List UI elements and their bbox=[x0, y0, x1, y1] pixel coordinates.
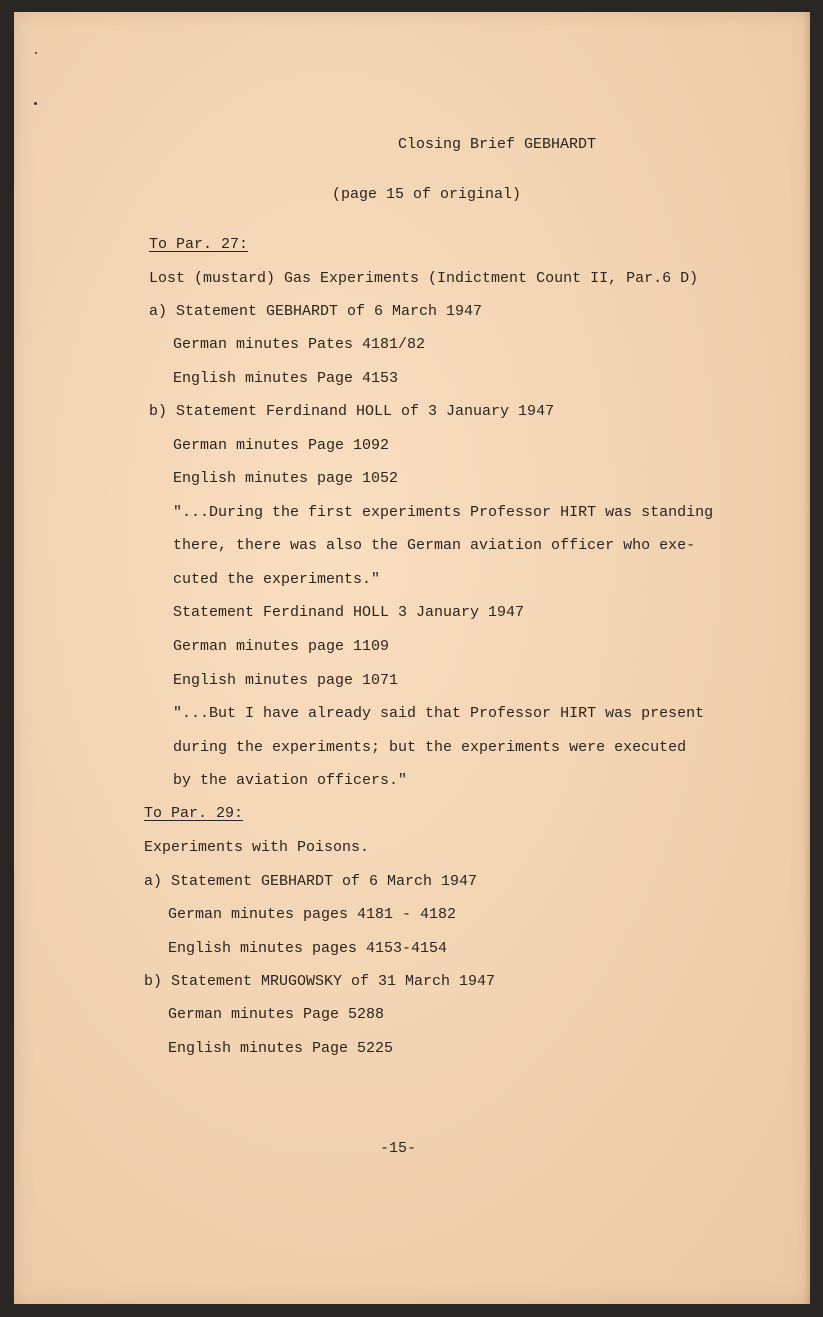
minutes-reference: English minutes Page 5225 bbox=[168, 1040, 394, 1057]
minutes-reference: English minutes Page 4153 bbox=[173, 370, 399, 387]
statement-line: a) Statement GEBHARDT of 6 March 1947 bbox=[144, 873, 478, 890]
page-number: -15- bbox=[380, 1140, 417, 1157]
paper-speck bbox=[35, 52, 37, 54]
statement-line: b) Statement Ferdinand HOLL of 3 January 1947 bbox=[149, 403, 555, 420]
quote-line: "...But I have already said that Professor HIRT was present bbox=[173, 705, 705, 722]
page-edge-shadow bbox=[804, 12, 810, 1304]
minutes-reference: English minutes pages 4153-4154 bbox=[168, 940, 448, 957]
paper-speck bbox=[34, 102, 37, 105]
minutes-reference: German minutes Page 1092 bbox=[173, 437, 390, 454]
section-subject: Lost (mustard) Gas Experiments (Indictment Count II, Par.6 D) bbox=[149, 270, 699, 287]
section-heading-par29: To Par. 29: bbox=[144, 805, 244, 822]
section-heading-par27: To Par. 27: bbox=[149, 236, 249, 253]
statement-line: b) Statement MRUGOWSKY of 31 March 1947 bbox=[144, 973, 496, 990]
quote-line: there, there was also the German aviation officer who exe- bbox=[173, 537, 696, 554]
section-subject: Experiments with Poisons. bbox=[144, 839, 370, 856]
statement-line: Statement Ferdinand HOLL 3 January 1947 bbox=[173, 604, 525, 621]
minutes-reference: German minutes pages 4181 - 4182 bbox=[168, 906, 457, 923]
quote-line: during the experiments; but the experiments were executed bbox=[173, 739, 687, 756]
quote-line: "...During the first experiments Professor HIRT was standing bbox=[173, 504, 714, 521]
document-title: Closing Brief GEBHARDT bbox=[398, 136, 597, 153]
minutes-reference: German minutes Page 5288 bbox=[168, 1006, 385, 1023]
minutes-reference: German minutes page 1109 bbox=[173, 638, 390, 655]
minutes-reference: English minutes page 1052 bbox=[173, 470, 399, 487]
page-reference: (page 15 of original) bbox=[332, 186, 522, 203]
quote-line: by the aviation officers." bbox=[173, 772, 408, 789]
minutes-reference: German minutes Pates 4181/82 bbox=[173, 336, 426, 353]
document-page bbox=[14, 12, 810, 1304]
quote-line: cuted the experiments." bbox=[173, 571, 381, 588]
statement-line: a) Statement GEBHARDT of 6 March 1947 bbox=[149, 303, 483, 320]
minutes-reference: English minutes page 1071 bbox=[173, 672, 399, 689]
